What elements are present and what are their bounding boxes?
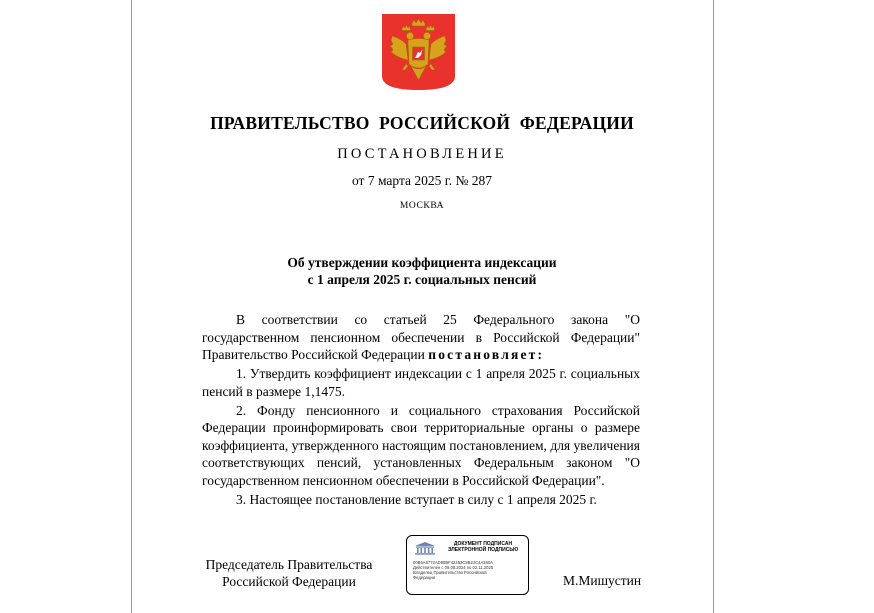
signer-title-line-1: Председатель Правительства	[205, 557, 373, 572]
preamble-paragraph	[202, 311, 640, 364]
heading-line-1: Об утверждении коэффициента индексации	[287, 255, 557, 270]
preamble-text: В соответствии со статьей 25 Федерального закона "О государственном пенсионном обеспечении в Российской Федерации" Правительство Российской Федерации	[202, 312, 640, 362]
stamp-validity: Действителен с 09.08.2024 по 02.11.2025	[413, 565, 494, 570]
item-3-paragraph: 3. Настоящее постановление вступает в силу с 1 апреля 2025 г.	[236, 491, 597, 507]
stamp-title	[439, 541, 527, 553]
stamp-title-line-2: ЭЛЕКТРОННОЙ ПОДПИСЬЮ	[447, 547, 519, 553]
stamp-details	[413, 560, 525, 580]
stamp-certificate: 00B5A6772AD90BF42453C8B22C4A260A	[413, 560, 494, 565]
item-2-paragraph: 2. Фонду пенсионного и социального страхования Российской Федерации проинформировать свои территориальные органы о размере коэффициента, утвержденного настоящим постановлением, для увеличения соответствующих пенсий, установленных Федеральным законом "О государственном пенсионном обеспечении в Российской Федерации".	[202, 402, 640, 488]
document-date-number: от 7 марта 2025 г. № 287	[351, 173, 493, 188]
heading-line-2: с 1 апреля 2025 г. социальных пенсий	[307, 272, 537, 287]
page-left-edge	[131, 0, 132, 613]
government-building-icon	[413, 541, 437, 555]
document-city: МОСКВА	[399, 201, 445, 211]
signer-title	[204, 556, 374, 590]
page-right-edge	[713, 0, 714, 613]
russian-coat-of-arms-icon	[382, 14, 455, 90]
signer-name: М.Мишустин	[563, 573, 642, 588]
signer-title-line-2: Российской Федерации	[222, 574, 356, 589]
stamp-title-line-1: ДОКУМЕНТ ПОДПИСАН	[453, 541, 513, 547]
stamp-owner-line-1: Владелец Правительство Российской	[413, 570, 487, 575]
government-title: ПРАВИТЕЛЬСТВО РОССИЙСКОЙ ФЕДЕРАЦИИ	[210, 113, 634, 133]
preamble-keyword: постановляет:	[428, 347, 545, 362]
stamp-owner-line-2: Федерации	[413, 575, 435, 580]
document-body	[202, 311, 640, 508]
document-heading	[132, 254, 712, 288]
document-type: ПОСТАНОВЛЕНИЕ	[337, 146, 507, 162]
electronic-signature-stamp	[406, 535, 529, 595]
item-1-paragraph: 1. Утвердить коэффициент индексации с 1 апреля 2025 г. социальных пенсий в размере 1,1475.	[202, 366, 640, 399]
